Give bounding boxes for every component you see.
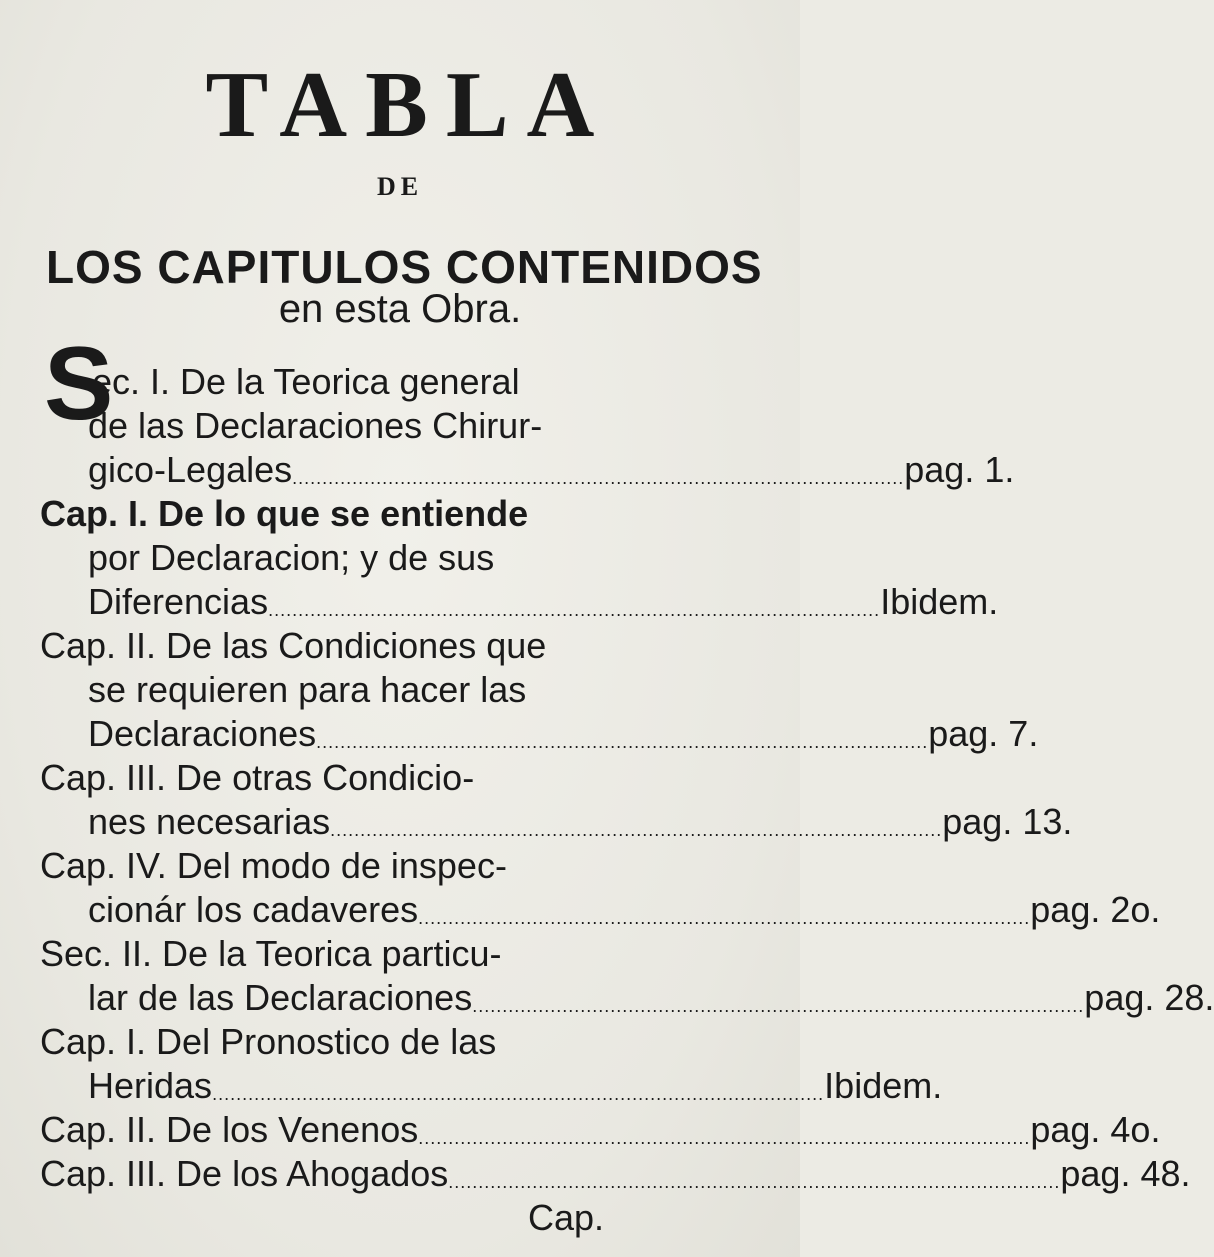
dot-leader: ...................................................................................................... xyxy=(292,468,905,488)
toc-page-ref: pag. 4o. xyxy=(1030,1109,1161,1150)
toc-entry-text: de las Declaraciones Chirur- xyxy=(88,405,543,446)
subtitle: LOS CAPITULOS CONTENIDOS xyxy=(46,241,763,293)
toc-entry-text: Cap. I. Del Pronostico de las xyxy=(40,1021,497,1062)
toc-entry-text: Cap. IV. Del modo de inspec- xyxy=(40,845,507,886)
toc-entry-title: Declaraciones xyxy=(88,713,317,754)
toc-entry xyxy=(88,448,1015,492)
title-de: DE xyxy=(376,172,424,201)
dot-leader: ...................................................................................................... xyxy=(472,996,1085,1016)
toc-entry-title: lar de las Declaraciones xyxy=(88,977,473,1018)
toc-entry xyxy=(88,712,1039,756)
toc-entry xyxy=(88,800,1073,844)
toc-entry-text: Cap. II. De las Condiciones que xyxy=(40,625,547,666)
toc-entry-title: gico-Legales xyxy=(88,449,293,490)
toc-entry-text: por Declaracion; y de sus xyxy=(88,537,495,578)
dot-leader: ...................................................................................................... xyxy=(418,908,1031,928)
toc-entry-text: ec. I. De la Teorica general xyxy=(92,361,520,402)
page-title: TABLA xyxy=(205,53,613,157)
dot-leader: ...................................................................................................... xyxy=(212,1084,825,1104)
toc-entry xyxy=(88,580,999,624)
toc-entry-title: Heridas xyxy=(88,1065,213,1106)
dot-leader: ...................................................................................................... xyxy=(330,820,943,840)
toc-entry xyxy=(40,1108,1161,1152)
toc-entry-text: se requieren para hacer las xyxy=(88,669,527,710)
toc-page-ref: pag. 13. xyxy=(942,801,1073,842)
catchword: Cap. xyxy=(528,1197,605,1238)
toc-page-ref: pag. 7. xyxy=(928,713,1039,754)
toc-entry xyxy=(88,1064,943,1108)
toc-entry-text: Cap. I. De lo que se entiende xyxy=(40,493,529,534)
dot-leader: ...................................................................................................... xyxy=(316,732,929,752)
toc-entry xyxy=(88,976,1214,1020)
toc-page-ref: pag. 28. xyxy=(1084,977,1214,1018)
drop-cap: S xyxy=(44,326,114,442)
toc-entry-title: Cap. II. De los Venenos xyxy=(40,1109,419,1150)
toc-page-ref: pag. 1. xyxy=(904,449,1015,490)
toc-page-ref: Ibidem. xyxy=(880,581,999,622)
toc-entry-title: nes necesarias xyxy=(88,801,331,842)
toc-entry xyxy=(40,1152,1191,1196)
toc-page-ref: Ibidem. xyxy=(824,1065,943,1106)
toc-entry xyxy=(88,888,1161,932)
subtitle-line-2: en esta Obra. xyxy=(278,287,522,331)
toc-page-ref: pag. 2o. xyxy=(1030,889,1161,930)
dot-leader: ...................................................................................................... xyxy=(448,1172,1061,1192)
toc-entry-title: cionár los cadaveres xyxy=(88,889,419,930)
toc-entry-title: Cap. III. De los Ahogados xyxy=(40,1153,449,1194)
toc-entry-text: Sec. II. De la Teorica particu- xyxy=(40,933,502,974)
toc-page-ref: pag. 48. xyxy=(1060,1153,1191,1194)
toc-entry-title: Diferencias xyxy=(88,581,269,622)
dot-leader: ...................................................................................................... xyxy=(268,600,881,620)
toc-entry-text: Cap. III. De otras Condicio- xyxy=(40,757,475,798)
dot-leader: ...................................................................................................... xyxy=(418,1128,1031,1148)
